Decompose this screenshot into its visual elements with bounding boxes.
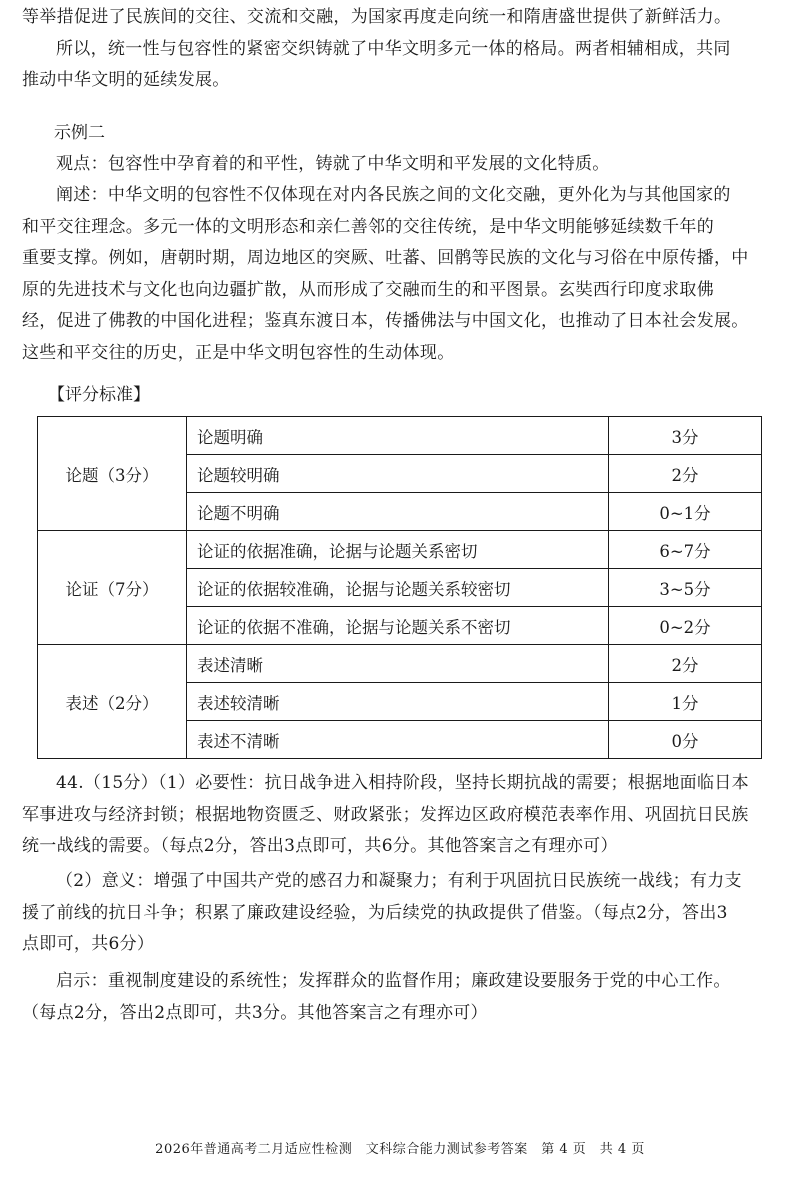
text-line: （每点2分，答出2点即可，共3分。其他答案言之有理亦可） (22, 1002, 488, 1023)
rubric-category: 论题（3分） (38, 417, 187, 531)
rubric-criterion: 论题明确 (187, 417, 609, 455)
rubric-criterion: 论题较明确 (187, 455, 609, 493)
text-line: 启示：重视制度建设的系统性；发挥群众的监督作用；廉政建设要服务于党的中心工作。 (56, 971, 731, 991)
text-line: 观点：包容性中孕育着的和平性，铸就了中华文明和平发展的文化特质。 (56, 154, 610, 174)
text-line: 统一战线的需要。（每点2分，答出3点即可，共6分。其他答案言之有理亦可） (22, 836, 618, 856)
table-row (38, 645, 762, 683)
rubric-table (37, 416, 762, 759)
page-footer: 2026年普通高考二月适应性检测 文科综合能力测试参考答案 第 4 页 共 4 页 (155, 1142, 645, 1157)
text-line: 点即可，共6分） (22, 934, 155, 954)
rubric-category: 论证（7分） (38, 531, 187, 645)
viewpoint-paragraph (22, 149, 782, 181)
rubric-score: 1分 (609, 683, 762, 721)
rubric-criterion: 论题不明确 (187, 493, 609, 531)
rubric-score: 0~2分 (609, 607, 762, 645)
rubric-criterion: 论证的依据不准确，论据与论题关系不密切 (187, 607, 609, 645)
text-line: （2）意义：增强了中国共产党的感召力和凝聚力；有利于巩固抗日民族统一战线；有力支 (56, 871, 742, 891)
rubric-title: 【评分标准】 (48, 385, 150, 405)
text-line: 这些和平交往的历史，正是中华文明包容性的生动体现。 (22, 342, 455, 363)
text-line: 44.（15分）（1）必要性：抗日战争进入相持阶段，坚持长期抗战的需要；根据地面临日本 (56, 773, 749, 793)
q44-part1-paragraph (22, 768, 782, 863)
rubric-score: 2分 (609, 455, 762, 493)
text-line: 等举措促进了民族间的交往、交流和交融，为国家再度走向统一和隋唐盛世提供了新鲜活力。 (22, 7, 732, 27)
text-line: 经，促进了佛教的中国化进程；鉴真东渡日本，传播佛法与中国文化，也推动了日本社会发展。 (22, 311, 749, 331)
example-heading: 示例二 (54, 123, 105, 143)
text-line: 所以，统一性与包容性的紧密交织铸就了中华文明多元一体的格局。两者相辅相成，共同 (56, 38, 731, 59)
rubric-score: 6~7分 (609, 531, 762, 569)
rubric-criterion: 论证的依据较准确，论据与论题关系较密切 (187, 569, 609, 607)
rubric-score: 3分 (609, 417, 762, 455)
text-line: 重要支撑。例如，唐朝时期，周边地区的突厥、吐蕃、回鹘等民族的文化与习俗在中原传播，中 (22, 248, 749, 268)
rubric-score: 0~1分 (609, 493, 762, 531)
text-line: 阐述：中华文明的包容性不仅体现在对内各民族之间的文化交融，更外化为与其他国家的 (56, 185, 731, 205)
rubric-score: 2分 (609, 645, 762, 683)
table-row (38, 531, 762, 569)
rubric-criterion: 表述不清晰 (187, 721, 609, 759)
rubric-score: 3~5分 (609, 569, 762, 607)
text-line: 军事进攻与经济封锁；根据地物资匮乏、财政紧张；发挥边区政府模范表率作用、巩固抗日民族 (22, 804, 749, 825)
text-line: 和平交往理念。多元一体的文明形态和亲仁善邻的交往传统，是中华文明能够延续数千年的 (22, 216, 714, 237)
rubric-criterion: 表述清晰 (187, 645, 609, 683)
q44-part3-paragraph (22, 966, 782, 1029)
q44-part2-paragraph (22, 866, 782, 961)
elaboration-paragraph (22, 180, 782, 369)
rubric-score: 0分 (609, 721, 762, 759)
rubric-criterion: 论证的依据准确，论据与论题关系密切 (187, 531, 609, 569)
table-row (38, 417, 762, 455)
text-line: 推动中华文明的延续发展。 (22, 70, 230, 90)
rubric-category: 表述（2分） (38, 645, 187, 759)
rubric-criterion: 表述较清晰 (187, 683, 609, 721)
text-line: 援了前线的抗日斗争；积累了廉政建设经验，为后续党的执政提供了借鉴。（每点2分，答出3 (22, 902, 728, 923)
text-line: 原的先进技术与文化也向边疆扩散，从而形成了交融而生的和平图景。玄奘西行印度求取佛 (22, 279, 714, 300)
intro-paragraph (22, 2, 782, 97)
